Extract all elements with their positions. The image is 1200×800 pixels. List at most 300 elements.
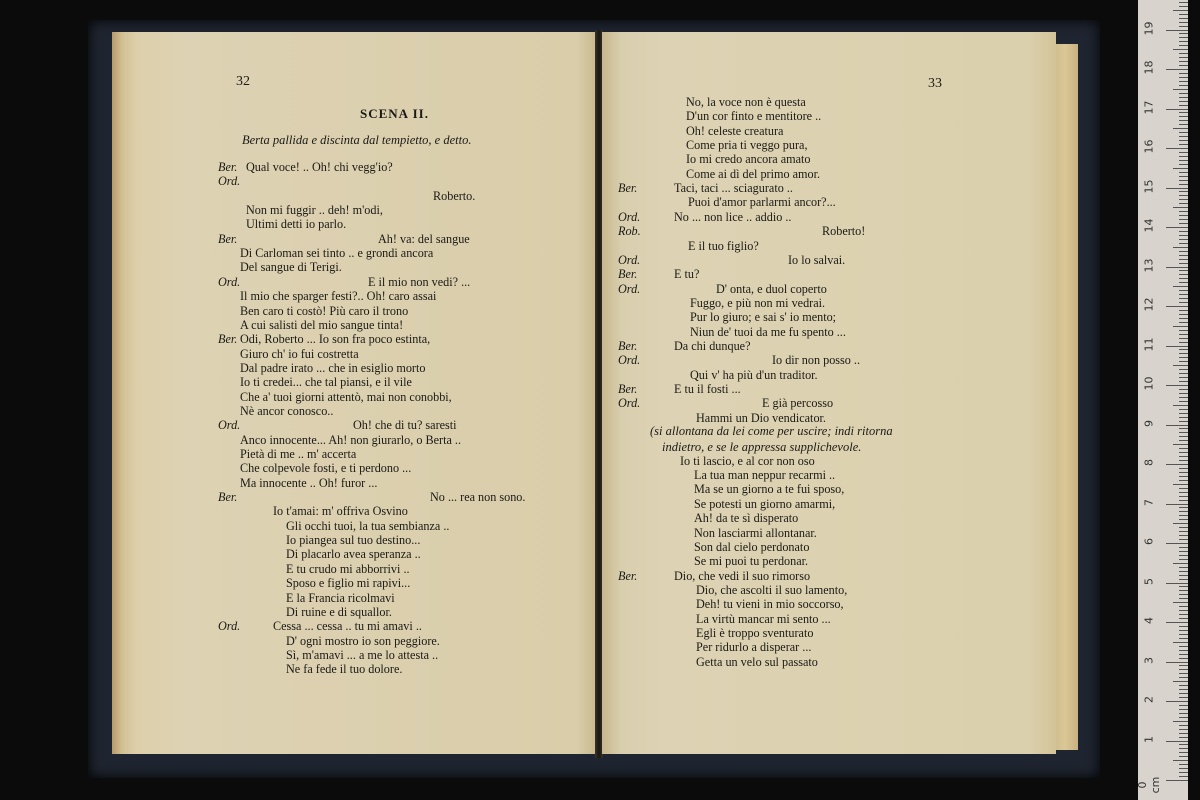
ruler-label: 13 — [1142, 258, 1156, 272]
verse-text: Di Carloman sei tinto .. e grondi ancora — [240, 246, 434, 261]
ruler-tick — [1179, 547, 1188, 548]
verse-text: E tu? — [674, 267, 700, 282]
ruler-tick — [1166, 780, 1188, 781]
ruler-tick — [1179, 531, 1188, 532]
ruler-tick — [1173, 642, 1188, 643]
ruler-tick — [1179, 37, 1188, 38]
ruler-tick — [1179, 768, 1188, 769]
verse-text: Non mi fuggir .. deh! m'odi, — [246, 203, 383, 218]
ruler-tick — [1179, 527, 1188, 528]
verse-text: Niun de' tuoi da me fu spento ... — [690, 324, 846, 339]
ruler-tick — [1179, 18, 1188, 19]
ruler-tick — [1179, 571, 1188, 572]
ruler-tick — [1179, 26, 1188, 27]
verse-text: Oh! che di tu? saresti — [353, 418, 457, 433]
ruler-tick — [1173, 247, 1188, 248]
ruler-tick — [1166, 464, 1188, 465]
ruler-tick — [1179, 713, 1188, 714]
verse-text: No ... non lice .. addio .. — [674, 209, 792, 224]
ruler-tick — [1179, 164, 1188, 165]
ruler-tick — [1179, 677, 1188, 678]
speaker-label: Ord. — [218, 274, 241, 289]
verse-text: Io lo salvai. — [788, 252, 846, 267]
verse-text: Ma se un giorno a te fui sposo, — [694, 482, 845, 497]
ruler-tick — [1179, 432, 1188, 433]
verse-text: Che a' tuoi giorni attentò, mai non conobbi, — [240, 389, 452, 404]
ruler-tick — [1179, 559, 1188, 560]
speaker-label: Ord. — [218, 418, 241, 433]
ruler-tick — [1179, 590, 1188, 591]
speaker-label: Ber. — [218, 231, 238, 246]
verse-text: A cui salisti del mio sangue tinta! — [240, 317, 404, 332]
ruler-label: 8 — [1142, 459, 1156, 466]
ruler-tick — [1179, 73, 1188, 74]
speaker-label: Ord. — [218, 174, 241, 189]
verse-text: Sposo e figlio mi rapivi... — [286, 576, 411, 591]
ruler-tick — [1166, 701, 1188, 702]
ruler-tick — [1179, 685, 1188, 686]
verse-text: Ah! va: del sangue — [378, 231, 470, 246]
ruler-tick — [1179, 172, 1188, 173]
ruler-tick — [1179, 389, 1188, 390]
ruler-tick — [1179, 41, 1188, 42]
ruler-tick — [1179, 105, 1188, 106]
verse-text: Roberto! — [822, 224, 866, 239]
verse-text: Io piangea sul tuo destino... — [286, 533, 421, 548]
ruler-tick — [1179, 243, 1188, 244]
ruler-tick — [1173, 602, 1188, 603]
ruler-tick — [1179, 231, 1188, 232]
ruler-label: 0 cm — [1136, 776, 1162, 794]
ruler-tick — [1179, 45, 1188, 46]
ruler-tick — [1179, 744, 1188, 745]
verse-text: Dio, che vedi il suo rimorso — [674, 568, 811, 583]
ruler-tick — [1179, 140, 1188, 141]
ruler-tick — [1179, 176, 1188, 177]
ruler-tick — [1179, 567, 1188, 568]
ruler-label: 9 — [1142, 419, 1156, 427]
ruler-tick — [1179, 259, 1188, 260]
ruler-tick — [1179, 448, 1188, 449]
ruler-tick — [1179, 606, 1188, 607]
ruler-tick — [1179, 373, 1188, 374]
verse-text: Io mi credo ancora amato — [686, 152, 811, 167]
ruler-tick — [1179, 101, 1188, 102]
ruler-tick — [1166, 188, 1188, 189]
ruler-tick — [1179, 725, 1188, 726]
speaker-label: Ord. — [618, 252, 641, 267]
stage-direction: Berta pallida e discinta dal tempietto, e detto. — [242, 133, 472, 147]
ruler-tick — [1179, 665, 1188, 666]
ruler-tick — [1179, 472, 1188, 473]
ruler-tick — [1179, 97, 1188, 98]
verse-text: E la Francia ricolmavi — [286, 590, 395, 605]
ruler-tick — [1179, 417, 1188, 418]
ruler-tick — [1179, 195, 1188, 196]
verse-text: Non lasciarmi allontanar. — [694, 525, 817, 540]
ruler-tick — [1179, 274, 1188, 275]
verse-text: Pur lo giuro; e sai s' io mento; — [690, 310, 837, 325]
ruler-label: 16 — [1142, 139, 1156, 154]
ruler-tick — [1179, 697, 1188, 698]
verse-text: Hammi un Dio vendicator. — [696, 410, 826, 425]
verse-text: Di ruine e di squallor. — [286, 604, 392, 619]
verse-text: D' ogni mostro io son peggiore. — [286, 633, 440, 648]
ruler-tick — [1179, 322, 1188, 323]
verse-text: Ma innocente .. Oh! furor ... — [240, 475, 378, 490]
verse-text: Da chi dunque? — [674, 338, 751, 353]
ruler-tick — [1179, 112, 1188, 113]
ruler-tick — [1179, 22, 1188, 23]
ruler-tick — [1179, 152, 1188, 153]
ruler-tick — [1173, 405, 1188, 406]
ruler-tick — [1173, 760, 1188, 761]
ruler-tick — [1179, 598, 1188, 599]
ruler-tick — [1179, 270, 1188, 271]
verse-text: E il tuo figlio? — [688, 238, 759, 253]
ruler-tick — [1179, 81, 1188, 82]
verse-text: Sì, m'amavi ... a me lo attesta .. — [286, 647, 439, 662]
speaker-label: Ber. — [218, 332, 238, 347]
ruler-tick — [1179, 614, 1188, 615]
ruler-tick — [1179, 282, 1188, 283]
ruler-tick — [1179, 440, 1188, 441]
ruler-tick — [1166, 385, 1188, 386]
ruler-tick — [1179, 575, 1188, 576]
ruler-tick — [1179, 361, 1188, 362]
ruler-tick — [1179, 199, 1188, 200]
ruler-label: 5 — [1142, 577, 1156, 585]
verse-text: Roberto. — [433, 188, 476, 203]
ruler-tick — [1179, 132, 1188, 133]
ruler-tick — [1179, 733, 1188, 734]
ruler-tick — [1179, 302, 1188, 303]
ruler-tick — [1179, 555, 1188, 556]
speaker-label: Ord. — [618, 353, 641, 368]
ruler-tick — [1179, 594, 1188, 595]
ruler-label: 7 — [1142, 498, 1156, 506]
speaker-label: Ord. — [218, 619, 241, 634]
verse-text: Qui v' ha più d'un traditor. — [690, 367, 818, 382]
verse-text: Io ti credei... che tal piansi, e il vile — [240, 375, 412, 390]
ruler-tick — [1179, 57, 1188, 58]
verse-text: Del sangue di Terigi. — [240, 260, 342, 275]
verse-text: E tu crudo mi abborrivi .. — [286, 561, 410, 576]
ruler-tick — [1179, 752, 1188, 753]
ruler-tick — [1179, 144, 1188, 145]
ruler-tick — [1179, 393, 1188, 394]
ruler-tick — [1179, 77, 1188, 78]
verse-text: E già percosso — [762, 396, 834, 411]
ruler-tick — [1179, 53, 1188, 54]
verse-line — [112, 662, 596, 678]
ruler-tick — [1173, 89, 1188, 90]
ruler-tick — [1179, 180, 1188, 181]
ruler-tick — [1179, 709, 1188, 710]
ruler-tick — [1166, 30, 1188, 31]
page-number: 33 — [928, 76, 942, 91]
right-page — [602, 32, 1056, 754]
ruler-label: 11 — [1142, 337, 1156, 351]
ruler-tick — [1179, 310, 1188, 311]
ruler-tick — [1179, 211, 1188, 212]
ruler-tick — [1166, 267, 1188, 268]
ruler-tick — [1166, 504, 1188, 505]
verse-text: Come pria ti veggo pura, — [686, 138, 808, 153]
ruler-tick — [1166, 622, 1188, 623]
ruler-tick — [1179, 456, 1188, 457]
ruler-tick — [1179, 729, 1188, 730]
ruler-tick — [1179, 480, 1188, 481]
verse-text: Se potesti un giorno amarmi, — [694, 496, 836, 511]
scene-title: SCENA II. — [360, 106, 429, 121]
ruler-label: 19 — [1142, 21, 1156, 35]
verse-text: E tu il fosti ... — [674, 382, 741, 396]
verse-text: Come ai dì del primo amor. — [686, 166, 821, 181]
measurement-ruler — [1138, 0, 1188, 800]
verse-text: Fuggo, e più non mi vedrai. — [690, 295, 826, 310]
verse-text: D' onta, e duol coperto — [716, 281, 827, 296]
ruler-tick — [1179, 507, 1188, 508]
verse-text: Per ridurlo a disperar ... — [696, 640, 812, 655]
ruler-tick — [1179, 298, 1188, 299]
ruler-tick — [1179, 618, 1188, 619]
ruler-tick — [1166, 741, 1188, 742]
ruler-tick — [1179, 6, 1188, 7]
verse-text: Oh! celeste creatura — [686, 123, 784, 138]
ruler-tick — [1179, 14, 1188, 15]
ruler-tick — [1179, 290, 1188, 291]
ruler-tick — [1166, 543, 1188, 544]
speaker-label: Ber. — [218, 490, 238, 505]
verse-text: Io ti lascio, e al cor non oso — [680, 453, 815, 468]
ruler-tick — [1179, 85, 1188, 86]
verse-text: Dal padre irato ... che in esiglio morto — [240, 360, 426, 375]
verse-text: Di placarlo avea speranza .. — [286, 547, 421, 562]
ruler-tick — [1179, 2, 1188, 3]
ruler-label: 12 — [1142, 297, 1156, 312]
ruler-tick — [1166, 227, 1188, 228]
ruler-tick — [1179, 318, 1188, 319]
left-page — [112, 32, 596, 754]
ruler-tick — [1179, 488, 1188, 489]
verse-text: Gli occhi tuoi, la tua sembianza .. — [286, 518, 450, 533]
ruler-tick — [1179, 184, 1188, 185]
ruler-tick — [1179, 413, 1188, 414]
speaker-label: Ber. — [618, 181, 638, 196]
ruler-label: 4 — [1142, 617, 1156, 624]
verse-text: Qual voce! .. Oh! chi vegg'io? — [246, 160, 393, 174]
verse-text: Nè ancor conosco.. — [240, 403, 334, 418]
ruler-tick — [1179, 669, 1188, 670]
ruler-tick — [1179, 436, 1188, 437]
ruler-tick — [1173, 286, 1188, 287]
ruler-tick — [1173, 444, 1188, 445]
verse-line — [602, 655, 1056, 671]
ruler-tick — [1179, 120, 1188, 121]
ruler-tick — [1179, 369, 1188, 370]
ruler-tick — [1179, 756, 1188, 757]
ruler-label: 3 — [1142, 656, 1156, 664]
ruler-tick — [1179, 219, 1188, 220]
ruler-tick — [1179, 239, 1188, 240]
ruler-tick — [1179, 626, 1188, 627]
ruler-tick — [1179, 737, 1188, 738]
ruler-tick — [1179, 476, 1188, 477]
ruler-tick — [1179, 136, 1188, 137]
ruler-tick — [1173, 484, 1188, 485]
ruler-tick — [1179, 93, 1188, 94]
ruler-tick — [1179, 314, 1188, 315]
ruler-tick — [1179, 705, 1188, 706]
ruler-tick — [1166, 346, 1188, 347]
ruler-tick — [1179, 452, 1188, 453]
verse-text: Odi, Roberto ... Io son fra poco estinta, — [240, 332, 431, 347]
verse-text: No, la voce non è questa — [686, 95, 806, 109]
verse-text: Pietà di me .. m' accerta — [240, 447, 357, 461]
ruler-tick — [1179, 65, 1188, 66]
verse-text: La tua man neppur recarmi .. — [694, 468, 836, 483]
ruler-label: 10 — [1142, 376, 1156, 391]
ruler-tick — [1179, 215, 1188, 216]
page-number: 32 — [236, 74, 250, 89]
ruler-tick — [1179, 160, 1188, 161]
ruler-tick — [1179, 634, 1188, 635]
ruler-tick — [1179, 397, 1188, 398]
ruler-tick — [1166, 662, 1188, 663]
ruler-tick — [1179, 338, 1188, 339]
ruler-tick — [1179, 263, 1188, 264]
ruler-tick — [1179, 654, 1188, 655]
ruler-tick — [1179, 251, 1188, 252]
stage-direction-line: indietro, e se le appressa supplichevole. — [662, 440, 862, 454]
ruler-label: 18 — [1142, 60, 1156, 75]
ruler-tick — [1179, 511, 1188, 512]
ruler-tick — [1179, 776, 1188, 777]
ruler-tick — [1179, 638, 1188, 639]
ruler-tick — [1179, 116, 1188, 117]
verse-text: Getta un velo sul passato — [696, 654, 818, 669]
ruler-tick — [1179, 658, 1188, 659]
verse-text: Io dir non posso .. — [772, 353, 861, 368]
ruler-tick — [1179, 717, 1188, 718]
ruler-tick — [1179, 124, 1188, 125]
ruler-tick — [1173, 681, 1188, 682]
ruler-tick — [1179, 535, 1188, 536]
speaker-label: Ber. — [618, 338, 638, 353]
ruler-tick — [1166, 583, 1188, 584]
verse-text: Son dal cielo perdonato — [694, 539, 810, 554]
verse-text: Che colpevole fosti, e ti perdono ... — [240, 461, 412, 476]
ruler-tick — [1179, 255, 1188, 256]
verse-text: Deh! tu vieni in mio soccorso, — [696, 597, 844, 612]
ruler-tick — [1179, 460, 1188, 461]
ruler-tick — [1179, 349, 1188, 350]
ruler-tick — [1166, 425, 1188, 426]
ruler-tick — [1173, 10, 1188, 11]
ruler-tick — [1179, 748, 1188, 749]
ruler-tick — [1179, 342, 1188, 343]
speaker-label: Ber. — [218, 160, 238, 174]
ruler-tick — [1179, 496, 1188, 497]
ruler-tick — [1173, 168, 1188, 169]
ruler-tick — [1173, 563, 1188, 564]
verse-text: D'un cor finto e mentitore .. — [686, 109, 822, 124]
ruler-label: 1 — [1142, 735, 1156, 743]
ruler-tick — [1179, 334, 1188, 335]
ruler-tick — [1179, 421, 1188, 422]
ruler-tick — [1173, 207, 1188, 208]
ruler-tick — [1179, 772, 1188, 773]
ruler-tick — [1179, 61, 1188, 62]
ruler-tick — [1166, 306, 1188, 307]
ruler-tick — [1179, 492, 1188, 493]
ruler-tick — [1166, 69, 1188, 70]
ruler-tick — [1173, 721, 1188, 722]
ruler-tick — [1173, 326, 1188, 327]
ruler-label: 2 — [1142, 696, 1156, 703]
speaker-label: Rob. — [618, 224, 641, 239]
verse-text: Io t'amai: m' offriva Osvino — [273, 504, 408, 519]
speaker-label: Ord. — [618, 396, 641, 411]
ruler-label: 6 — [1142, 538, 1156, 545]
ruler-tick — [1179, 409, 1188, 410]
ruler-tick — [1179, 500, 1188, 501]
ruler-tick — [1179, 673, 1188, 674]
ruler-tick — [1179, 330, 1188, 331]
speaker-label: Ord. — [618, 209, 641, 224]
ruler-tick — [1173, 523, 1188, 524]
ruler-tick — [1179, 294, 1188, 295]
verse-text: Ah! da te sì disperato — [694, 511, 799, 526]
ruler-tick — [1179, 278, 1188, 279]
ruler-tick — [1179, 610, 1188, 611]
verse-text: Dio, che ascolti il suo lamento, — [696, 582, 848, 597]
verse-text: Anco innocente... Ah! non giurarlo, o Berta .. — [240, 432, 462, 447]
ruler-tick — [1179, 515, 1188, 516]
ruler-tick — [1179, 33, 1188, 34]
ruler-tick — [1179, 381, 1188, 382]
verse-text: No ... rea non sono. — [430, 490, 526, 505]
ruler-tick — [1179, 646, 1188, 647]
ruler-tick — [1166, 148, 1188, 149]
ruler-tick — [1179, 689, 1188, 690]
ruler-tick — [1179, 693, 1188, 694]
verse-text: Ne fa fede il tuo dolore. — [286, 662, 403, 677]
ruler-tick — [1173, 49, 1188, 50]
verse-text: E il mio non vedi? ... — [368, 274, 471, 289]
verse-text: Taci, taci ... sciagurato .. — [674, 181, 793, 196]
ruler-label: 15 — [1142, 179, 1156, 193]
verse-text: Se mi puoi tu perdonar. — [694, 554, 809, 569]
ruler-tick — [1179, 428, 1188, 429]
verse-text: Cessa ... cessa .. tu mi amavi .. — [273, 619, 422, 634]
ruler-tick — [1179, 156, 1188, 157]
ruler-label: 14 — [1142, 218, 1156, 233]
ruler-tick — [1179, 551, 1188, 552]
verse-text: Il mio che sparger festi?.. Oh! caro assai — [240, 289, 437, 304]
ruler-tick — [1179, 586, 1188, 587]
speaker-label: Ber. — [618, 568, 638, 583]
ruler-tick — [1179, 630, 1188, 631]
ruler-tick — [1173, 128, 1188, 129]
ruler-tick — [1179, 468, 1188, 469]
verse-text: Puoi d'amor parlarmi ancor?... — [688, 195, 836, 210]
verse-text: Ultimi detti io parlo. — [246, 217, 347, 232]
ruler-tick — [1179, 650, 1188, 651]
ruler-tick — [1179, 191, 1188, 192]
speaker-label: Ber. — [618, 382, 638, 396]
